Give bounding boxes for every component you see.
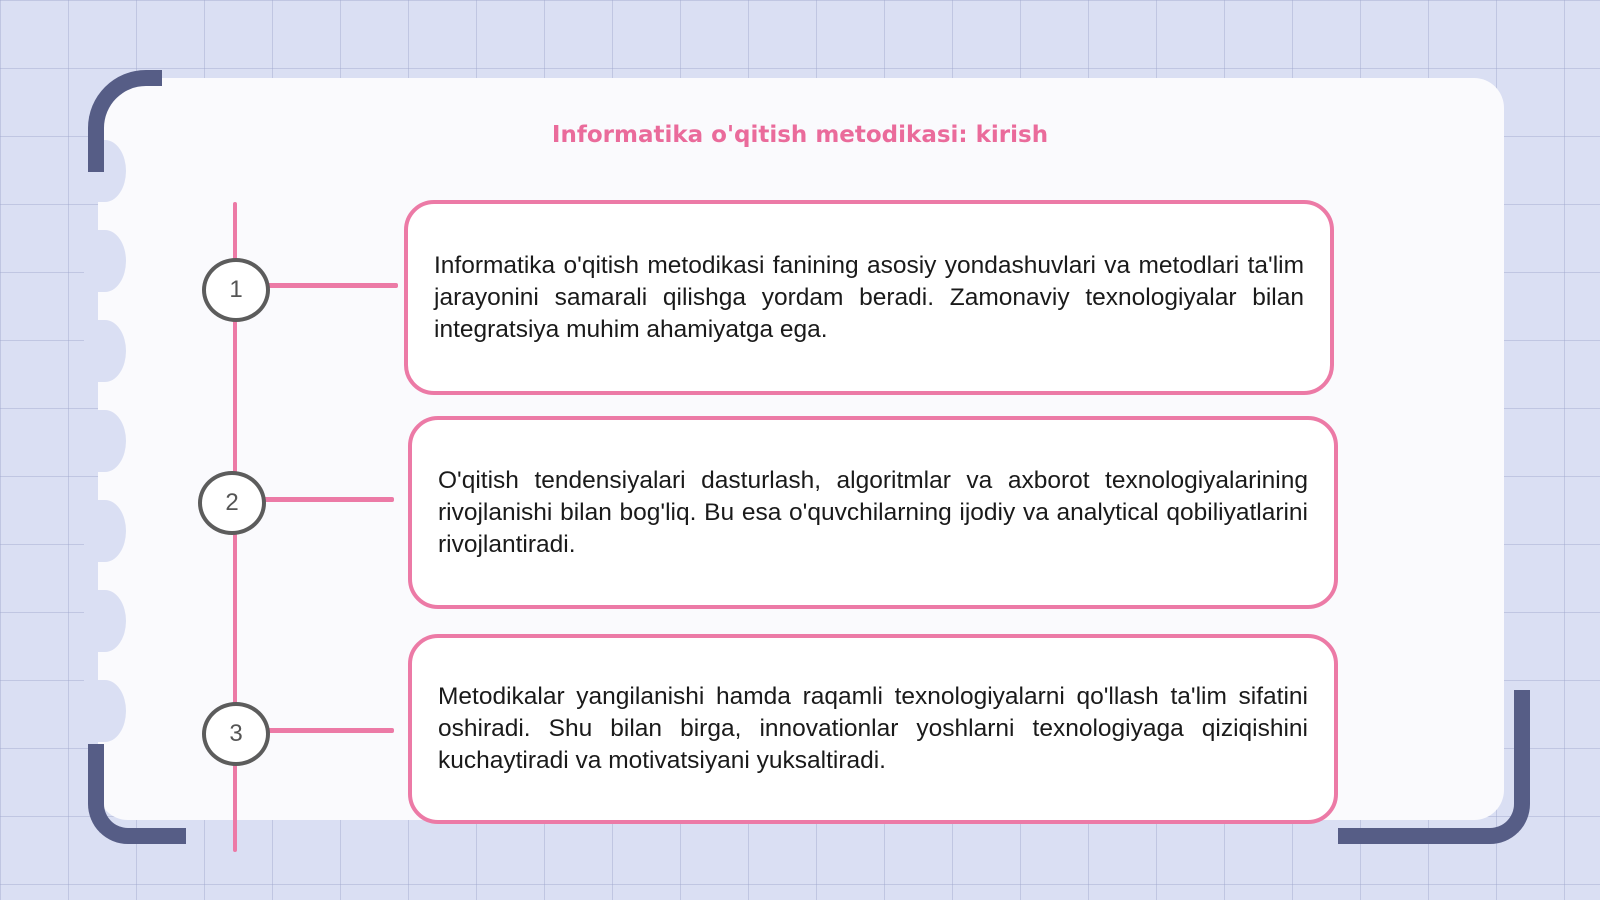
slide-title: Informatika o'qitish metodikasi: kirish [551, 122, 1049, 148]
step-number-circle: 1 [202, 258, 270, 322]
corner-bracket-top-left [88, 70, 162, 172]
step-text: Metodikalar yangilanishi hamda raqamli texnologiyalarni qo'llash ta'lim sifatini oshiradi. Shu bilan birga, innovationlar yoshlarni texnologiyaga qiziqishini kuchaytiradi va motivatsiyani yuksaltiradi. [438, 683, 1308, 774]
corner-bracket-bottom-left [88, 744, 186, 844]
notebook-scallop [84, 320, 126, 382]
notebook-scallop [84, 230, 126, 292]
corner-bracket-bottom-right [1338, 690, 1530, 844]
step-number-circle: 2 [198, 471, 266, 535]
step-box [408, 416, 1338, 609]
notebook-scallop [84, 500, 126, 562]
step-box [408, 634, 1338, 824]
step-connector [266, 728, 394, 733]
notebook-scallop [84, 410, 126, 472]
step-text: Informatika o'qitish metodikasi fanining asosiy yondashuvlari va metodlari ta'lim jarayonini samarali qilishga yordam beradi. Zamonaviy texnologiyalar bilan integratsiya muhim ahamiyatga ega. [434, 251, 1304, 343]
step-number-circle: 3 [202, 702, 270, 766]
step-connector [262, 497, 394, 502]
step-text: O'qitish tendensiyalari dasturlash, algoritmlar va axborot texnologiyalarining rivojlanishi bilan bog'liq. Bu esa o'quvchilarning ijodiy va analytical qobiliyatlarini rivojlantiradi. [438, 466, 1308, 558]
step-connector [266, 283, 398, 288]
notebook-scallop [84, 590, 126, 652]
step-box [404, 200, 1334, 395]
notebook-scallop [84, 680, 126, 742]
